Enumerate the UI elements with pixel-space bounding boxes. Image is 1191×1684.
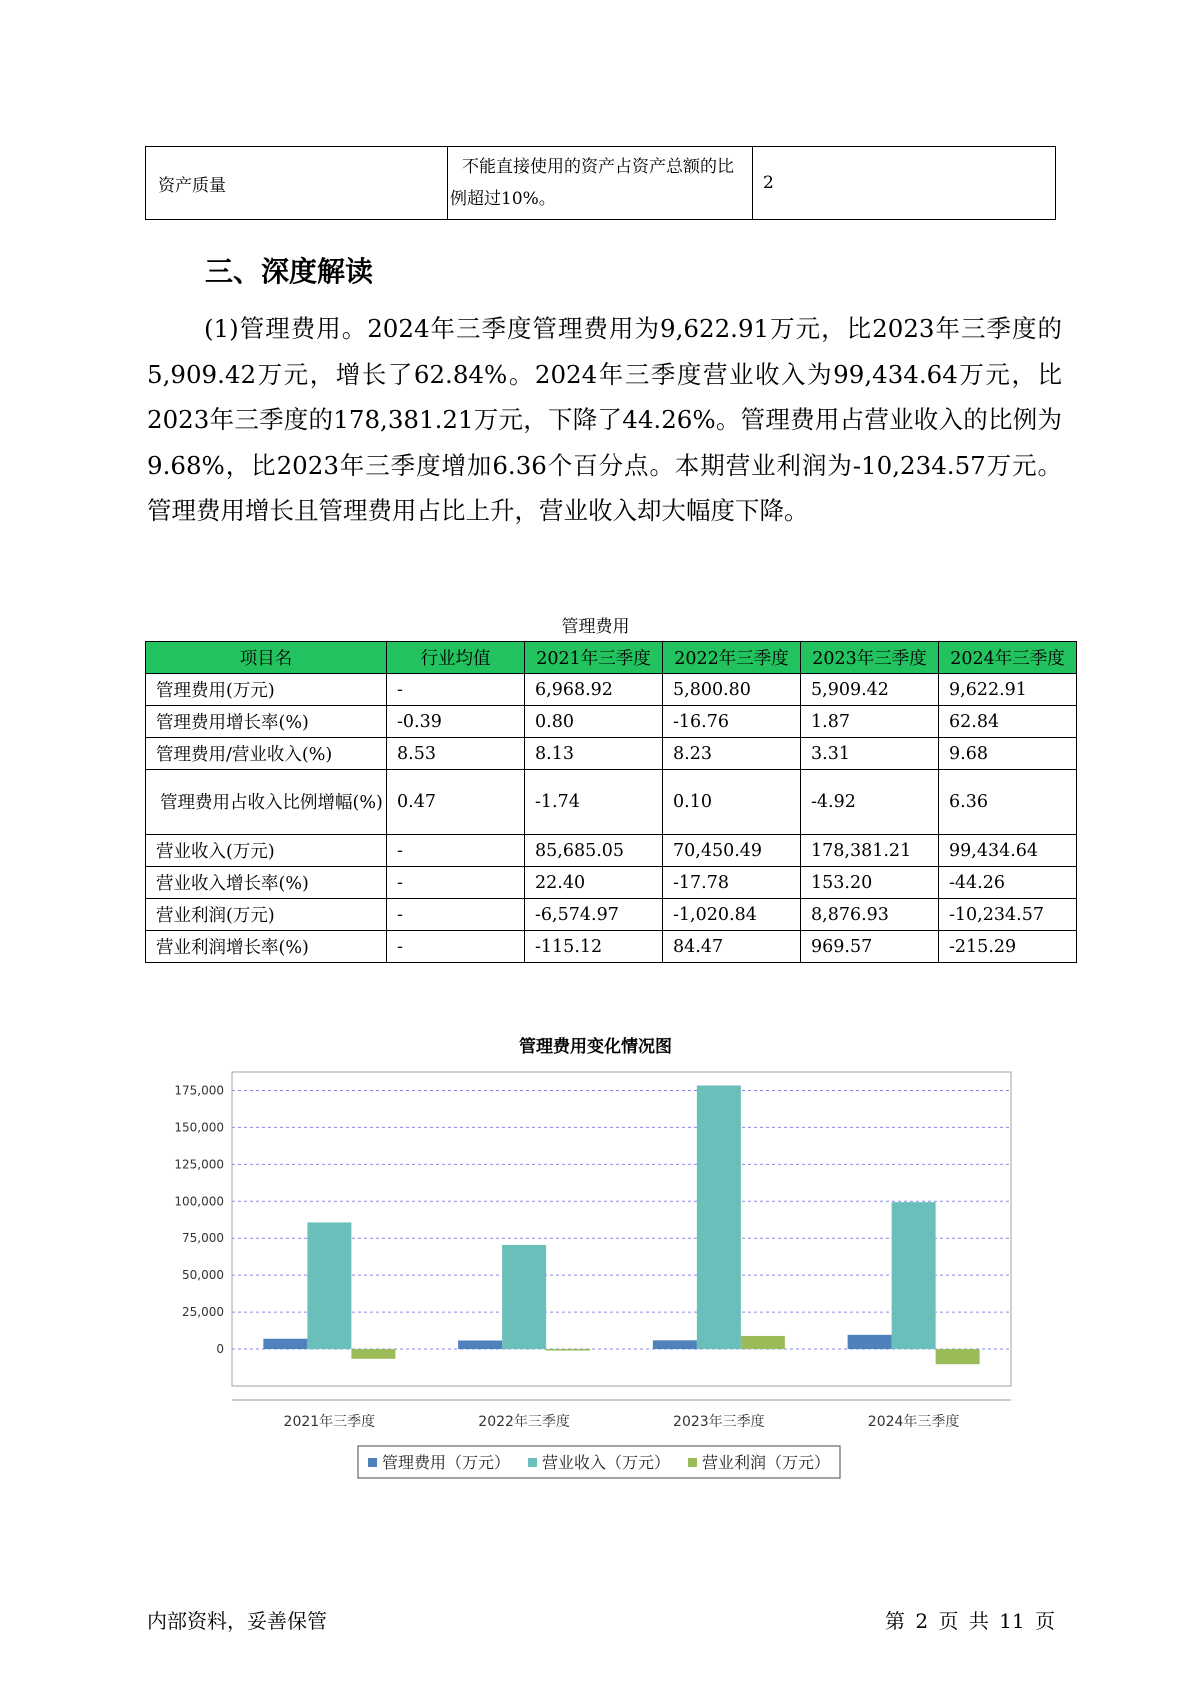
table-header-row (146, 642, 1077, 674)
table-cell: -215.29 (939, 931, 1077, 963)
table-cell: 1.87 (801, 706, 939, 738)
page-number: 第 2 页 共 11 页 (885, 1609, 1055, 1633)
table-cell: 5,800.80 (663, 674, 801, 706)
bar-3 (351, 1349, 395, 1359)
table-cell: 8,876.93 (801, 899, 939, 931)
table-row (146, 147, 1056, 220)
table-cell: -17.78 (663, 867, 801, 899)
x-tick-label: 2022年三季度 (478, 1414, 570, 1430)
chart-title: 管理费用变化情况图 (519, 1037, 672, 1057)
table-cell: -6,574.97 (525, 899, 663, 931)
bar-1 (263, 1339, 307, 1349)
table-cell: -1.74 (525, 770, 663, 835)
y-tick-label: 50,000 (182, 1268, 224, 1283)
table-cell: 营业收入增长率(%) (146, 867, 387, 899)
bar-2 (697, 1085, 741, 1349)
table-cell: 管理费用(万元) (146, 674, 387, 706)
bar-1 (848, 1335, 892, 1349)
asset-quality-table (145, 146, 1056, 220)
column-header: 2024年三季度 (939, 642, 1077, 674)
x-tick-label: 2024年三季度 (867, 1414, 960, 1430)
footer-note: 内部资料，妥善保管 (147, 1609, 327, 1633)
table-cell: -1,020.84 (663, 899, 801, 931)
y-tick-label: 125,000 (174, 1157, 224, 1172)
legend-swatch (368, 1458, 377, 1467)
x-tick-label: 2021年三季度 (283, 1414, 376, 1430)
x-tick-label: 2023年三季度 (673, 1414, 765, 1430)
table-cell: -0.39 (387, 706, 525, 738)
table-row (146, 738, 1077, 770)
column-header: 行业均值 (387, 642, 525, 674)
table-cell: 0.80 (525, 706, 663, 738)
column-header: 2023年三季度 (801, 642, 939, 674)
table-cell: 22.40 (525, 867, 663, 899)
table-cell: 5,909.42 (801, 674, 939, 706)
table-cell: 3.31 (801, 738, 939, 770)
bar-2 (502, 1245, 546, 1349)
table-row (146, 835, 1077, 867)
legend-label: 管理费用（万元） (382, 1453, 511, 1472)
table-cell: -16.76 (663, 706, 801, 738)
table-cell: 62.84 (939, 706, 1077, 738)
y-tick-label: 150,000 (174, 1120, 224, 1135)
table-cell: 营业利润(万元) (146, 899, 387, 931)
table-cell: - (387, 835, 525, 867)
y-tick-label: 100,000 (174, 1194, 224, 1209)
management-fee-table (145, 641, 1077, 963)
table-cell: 管理费用增长率(%) (146, 706, 387, 738)
table-cell: 营业收入(万元) (146, 835, 387, 867)
bar-3 (546, 1349, 590, 1351)
table-cell: 0.47 (387, 770, 525, 835)
table-cell: 8.23 (663, 738, 801, 770)
table-caption: 管理费用 (561, 617, 630, 637)
table-cell: 管理费用占收入比例增幅(%) (146, 770, 387, 835)
legend-label: 营业收入（万元） (542, 1453, 671, 1472)
table-cell: 84.47 (663, 931, 801, 963)
column-header: 2021年三季度 (525, 642, 663, 674)
table-cell: - (387, 867, 525, 899)
table-cell: -4.92 (801, 770, 939, 835)
legend-swatch (528, 1458, 537, 1467)
table-cell: -44.26 (939, 867, 1077, 899)
table-cell: 6.36 (939, 770, 1077, 835)
table-row (146, 931, 1077, 963)
table-cell: 8.13 (525, 738, 663, 770)
bar-1 (653, 1340, 697, 1349)
table-cell: 969.57 (801, 931, 939, 963)
table-row (146, 706, 1077, 738)
column-header: 2022年三季度 (663, 642, 801, 674)
table-cell: 9,622.91 (939, 674, 1077, 706)
table-row (146, 899, 1077, 931)
legend-label: 营业利润（万元） (702, 1453, 831, 1472)
bar-2 (892, 1202, 936, 1349)
analysis-paragraph: (1)管理费用。2024年三季度管理费用为9,622.91万元，比2023年三季度的5,909.42万元，增长了62.84%。2024年三季度营业收入为99,434.64万元，比2023年三季度的178,381.21万元，下降了44.26%。管理费用占营业收入的比例为9.68%，比2023年三季度增加6.36个百分点。本期营业利润为-10,234.57万元。管理费用增长且管理费用占比上升，营业收入却大幅度下降。 (147, 314, 1062, 526)
bar-3 (741, 1336, 785, 1349)
table-row (146, 674, 1077, 706)
table-cell: 9.68 (939, 738, 1077, 770)
table-cell: 178,381.21 (801, 835, 939, 867)
table-cell: 0.10 (663, 770, 801, 835)
section-heading: 三、深度解读 (205, 255, 374, 288)
table-cell: 营业利润增长率(%) (146, 931, 387, 963)
y-tick-label: 75,000 (182, 1231, 224, 1246)
table-cell: 2 (753, 147, 1056, 220)
table-cell: - (387, 674, 525, 706)
table-row (146, 770, 1077, 835)
table-cell: 8.53 (387, 738, 525, 770)
column-header: 项目名 (146, 642, 387, 674)
table-cell: 99,434.64 (939, 835, 1077, 867)
y-tick-label: 25,000 (182, 1305, 224, 1320)
table-cell: - (387, 899, 525, 931)
y-tick-label: 0 (216, 1342, 224, 1357)
table-cell: 85,685.05 (525, 835, 663, 867)
table-cell: 不能直接使用的资产占资产总额的比例超过10%。 (448, 147, 753, 220)
table-row (146, 867, 1077, 899)
management-fee-chart (0, 1060, 1191, 1480)
table-cell: 管理费用/营业收入(%) (146, 738, 387, 770)
table-cell: -115.12 (525, 931, 663, 963)
legend-swatch (688, 1458, 697, 1467)
table-cell: - (387, 931, 525, 963)
table-cell: 70,450.49 (663, 835, 801, 867)
table-cell: 资产质量 (146, 147, 448, 220)
bar-3 (936, 1349, 980, 1364)
table-cell: -10,234.57 (939, 899, 1077, 931)
y-tick-label: 175,000 (174, 1083, 224, 1098)
table-cell: 153.20 (801, 867, 939, 899)
bar-2 (307, 1222, 351, 1349)
table-cell: 6,968.92 (525, 674, 663, 706)
bar-1 (458, 1340, 502, 1349)
